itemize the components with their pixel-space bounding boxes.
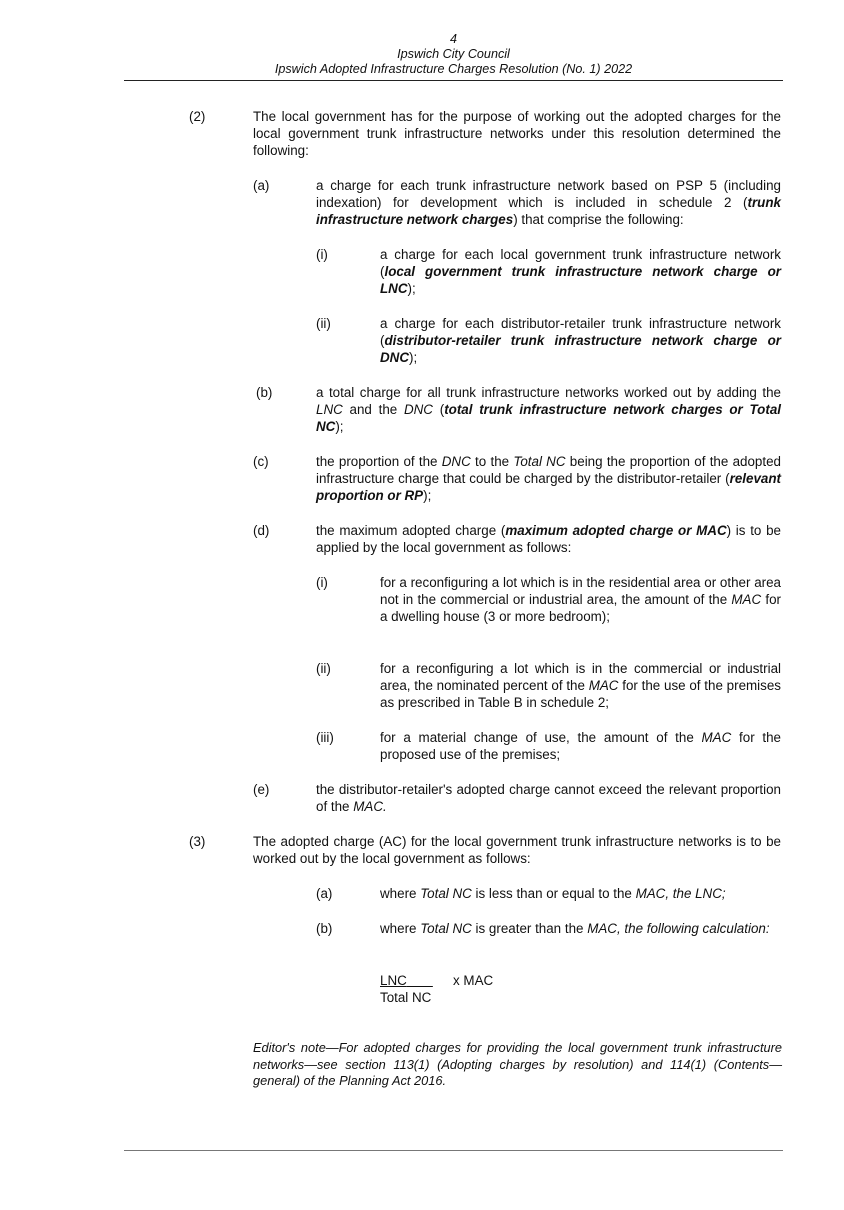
clause-3b-text: where Total NC is greater than the MAC, the following calculation:: [380, 921, 770, 936]
clause-2a-ii-label: (ii): [316, 316, 331, 331]
clause-2d-label: (d): [253, 523, 270, 538]
clause-3-label: (3): [189, 834, 206, 849]
defined-term: maximum adopted charge or MAC: [505, 523, 727, 538]
defined-term: trunk infrastructure network charges: [316, 195, 781, 227]
organisation-name: Ipswich City Council: [397, 47, 510, 61]
clause-2d-iii-text: for a material change of use, the amount of the MAC for the proposed use of the premises;: [380, 730, 782, 762]
clause-2d-ii-text: for a reconfiguring a lot which is in the commercial or industrial area, the nominated percent of the MAC for the use of the premises as prescribed in Table B in schedule 2;: [380, 661, 781, 710]
defined-term: local government trunk infrastructure network charge or LNC: [380, 264, 781, 296]
formula-multiplier: x MAC: [453, 973, 494, 988]
clause-2c-label: (c): [253, 454, 269, 469]
header-rule: [124, 80, 783, 81]
page-header: [124, 32, 783, 77]
clause-3-text: The adopted charge (AC) for the local government trunk infrastructure networks is to be worked out by the local government as follows:: [253, 834, 781, 866]
clause-2b-label: (b): [256, 385, 273, 400]
clause-2a-ii-text: a charge for each distributor-retailer trunk infrastructure network (distributor-retailer trunk infrastructure network charge or DNC);: [380, 316, 781, 365]
clause-2-label: (2): [189, 109, 206, 124]
formula-numerator: LNC: [380, 973, 407, 988]
clause-2a-text: a charge for each trunk infrastructure network based on PSP 5 (including indexation) for development which is included in schedule 2 (trunk infrastructure network charges) that comprise the following:: [316, 178, 781, 227]
clause-3b-label: (b): [316, 921, 333, 936]
defined-term: total trunk infrastructure network charges or Total NC: [316, 402, 781, 434]
formula-denominator: Total NC: [380, 990, 432, 1005]
clause-2d-iii-label: (iii): [316, 730, 334, 745]
clause-2d-i-label: (i): [316, 575, 328, 590]
page-number: 4: [449, 32, 457, 46]
clause-2d-ii-label: (ii): [316, 661, 331, 676]
clause-2e-text: the distributor-retailer's adopted charge cannot exceed the relevant proportion of the MAC.: [316, 782, 781, 814]
clause-2-text: The local government has for the purpose of working out the adopted charges for the local government trunk infrastructure networks under this resolution determined the following:: [253, 109, 781, 158]
clause-2b-text: a total charge for all trunk infrastructure networks worked out by adding the LNC and the DNC (total trunk infrastructure network charges or Total NC);: [316, 385, 781, 434]
clause-3a-text: where Total NC is less than or equal to the MAC, the LNC;: [380, 886, 726, 901]
defined-term: relevant proportion or RP: [316, 471, 781, 503]
clause-2c-text: the proportion of the DNC to the Total NC being the proportion of the adopted infrastructure charge that could be charged by the distributor-retailer (relevant proportion or RP);: [316, 454, 781, 503]
footer-rule: [124, 1150, 783, 1151]
document-title: Ipswich Adopted Infrastructure Charges Resolution (No. 1) 2022: [274, 62, 633, 76]
defined-term: distributor-retailer trunk infrastructure network charge or DNC: [380, 333, 781, 365]
clause-2a-i-text: a charge for each local government trunk infrastructure network (local government trunk infrastructure network charge or LNC);: [380, 247, 781, 296]
clause-2d-text: the maximum adopted charge (maximum adopted charge or MAC) is to be applied by the local government as follows:: [316, 523, 781, 555]
editors-note: Editor's note—For adopted charges for providing the local government trunk infrastructure networks—see section 113(1) (Adopting charges by resolution) and 114(1) (Contents—general) of the Planning Act 2016.: [253, 1040, 782, 1088]
clause-2a-label: (a): [253, 178, 270, 193]
clause-2a-i-label: (i): [316, 247, 328, 262]
clause-2d-i-text: for a reconfiguring a lot which is in the residential area or other area not in the commercial or industrial area, the amount of the MAC for a dwelling house (3 or more bedroom);: [380, 575, 781, 624]
clause-3a-label: (a): [316, 886, 333, 901]
clause-2e-label: (e): [253, 782, 270, 797]
